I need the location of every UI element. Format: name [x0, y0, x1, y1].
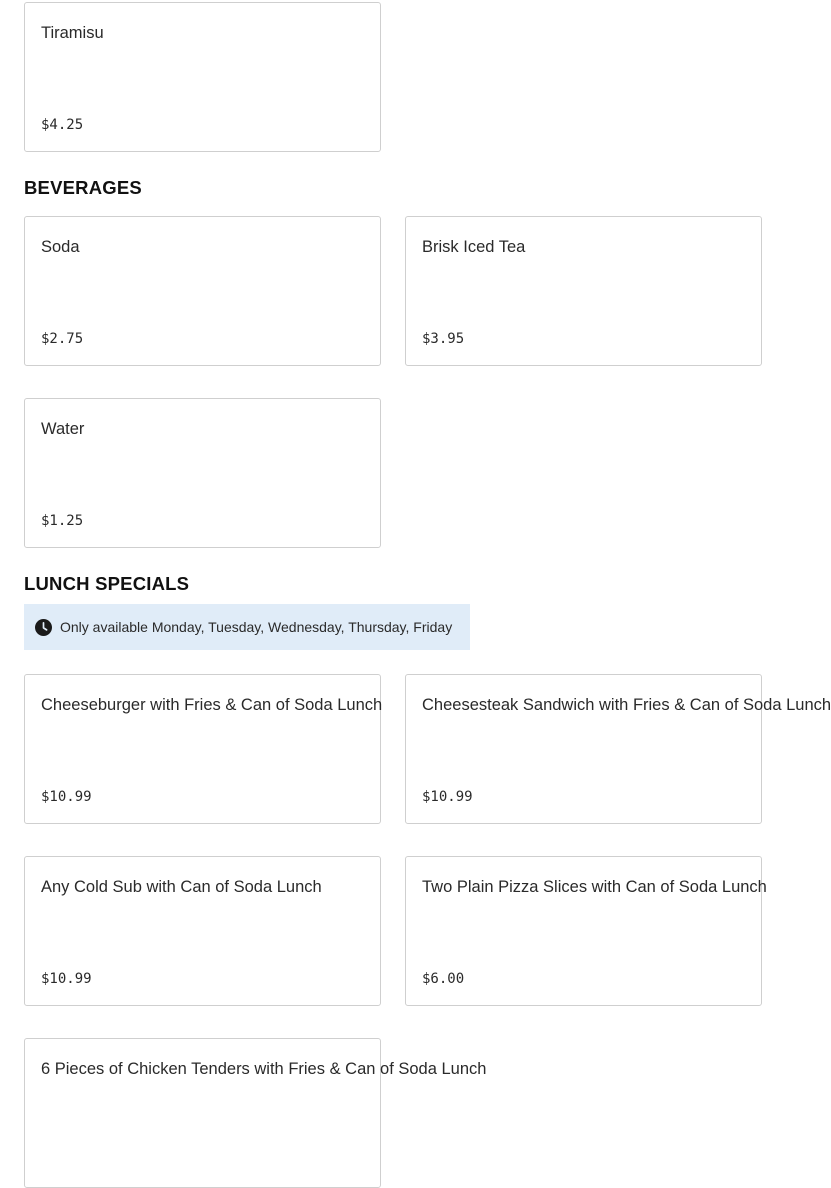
menu-item-card[interactable] [405, 216, 762, 366]
menu-item-card[interactable] [24, 2, 381, 152]
menu-item-price: $3.95 [422, 331, 465, 347]
menu-item-card[interactable] [24, 216, 381, 366]
menu-item-price: $6.00 [422, 971, 465, 987]
menu-item-price: $4.25 [41, 117, 84, 133]
menu-item-price: $1.25 [41, 513, 84, 529]
menu-item-name: Cheeseburger with Fries & Can of Soda Lunch [41, 696, 383, 714]
menu-item-name: Two Plain Pizza Slices with Can of Soda Lunch [422, 878, 767, 896]
menu-item-name: Cheesesteak Sandwich with Fries & Can of Soda Lunch [422, 696, 831, 714]
section-title-lunch-specials: LUNCH SPECIALS [24, 573, 190, 594]
menu-item-card[interactable] [24, 674, 381, 824]
menu-item-name: Water [41, 420, 85, 438]
menu-item-card[interactable] [24, 1038, 487, 1188]
clock-icon [35, 619, 52, 636]
section-title-beverages: BEVERAGES [24, 177, 142, 198]
menu-item-card[interactable] [405, 856, 767, 1006]
menu-item-price: $10.99 [41, 789, 92, 805]
menu-item-card[interactable] [405, 674, 831, 824]
menu-item-card[interactable] [24, 398, 381, 548]
menu-item-price: $10.99 [41, 971, 92, 987]
menu-item-card[interactable] [24, 856, 381, 1006]
menu-item-price: $2.75 [41, 331, 84, 347]
menu-item-name: 6 Pieces of Chicken Tenders with Fries & Can of Soda Lunch [41, 1060, 487, 1078]
availability-notice [24, 604, 470, 650]
availability-text: Only available Monday, Tuesday, Wednesday, Thursday, Friday [60, 619, 453, 635]
menu-item-name: Tiramisu [41, 24, 104, 42]
menu-item-price: $10.99 [422, 789, 473, 805]
menu-item-name: Any Cold Sub with Can of Soda Lunch [41, 878, 322, 896]
menu-item-name: Brisk Iced Tea [422, 238, 526, 256]
menu-item-name: Soda [41, 238, 80, 256]
